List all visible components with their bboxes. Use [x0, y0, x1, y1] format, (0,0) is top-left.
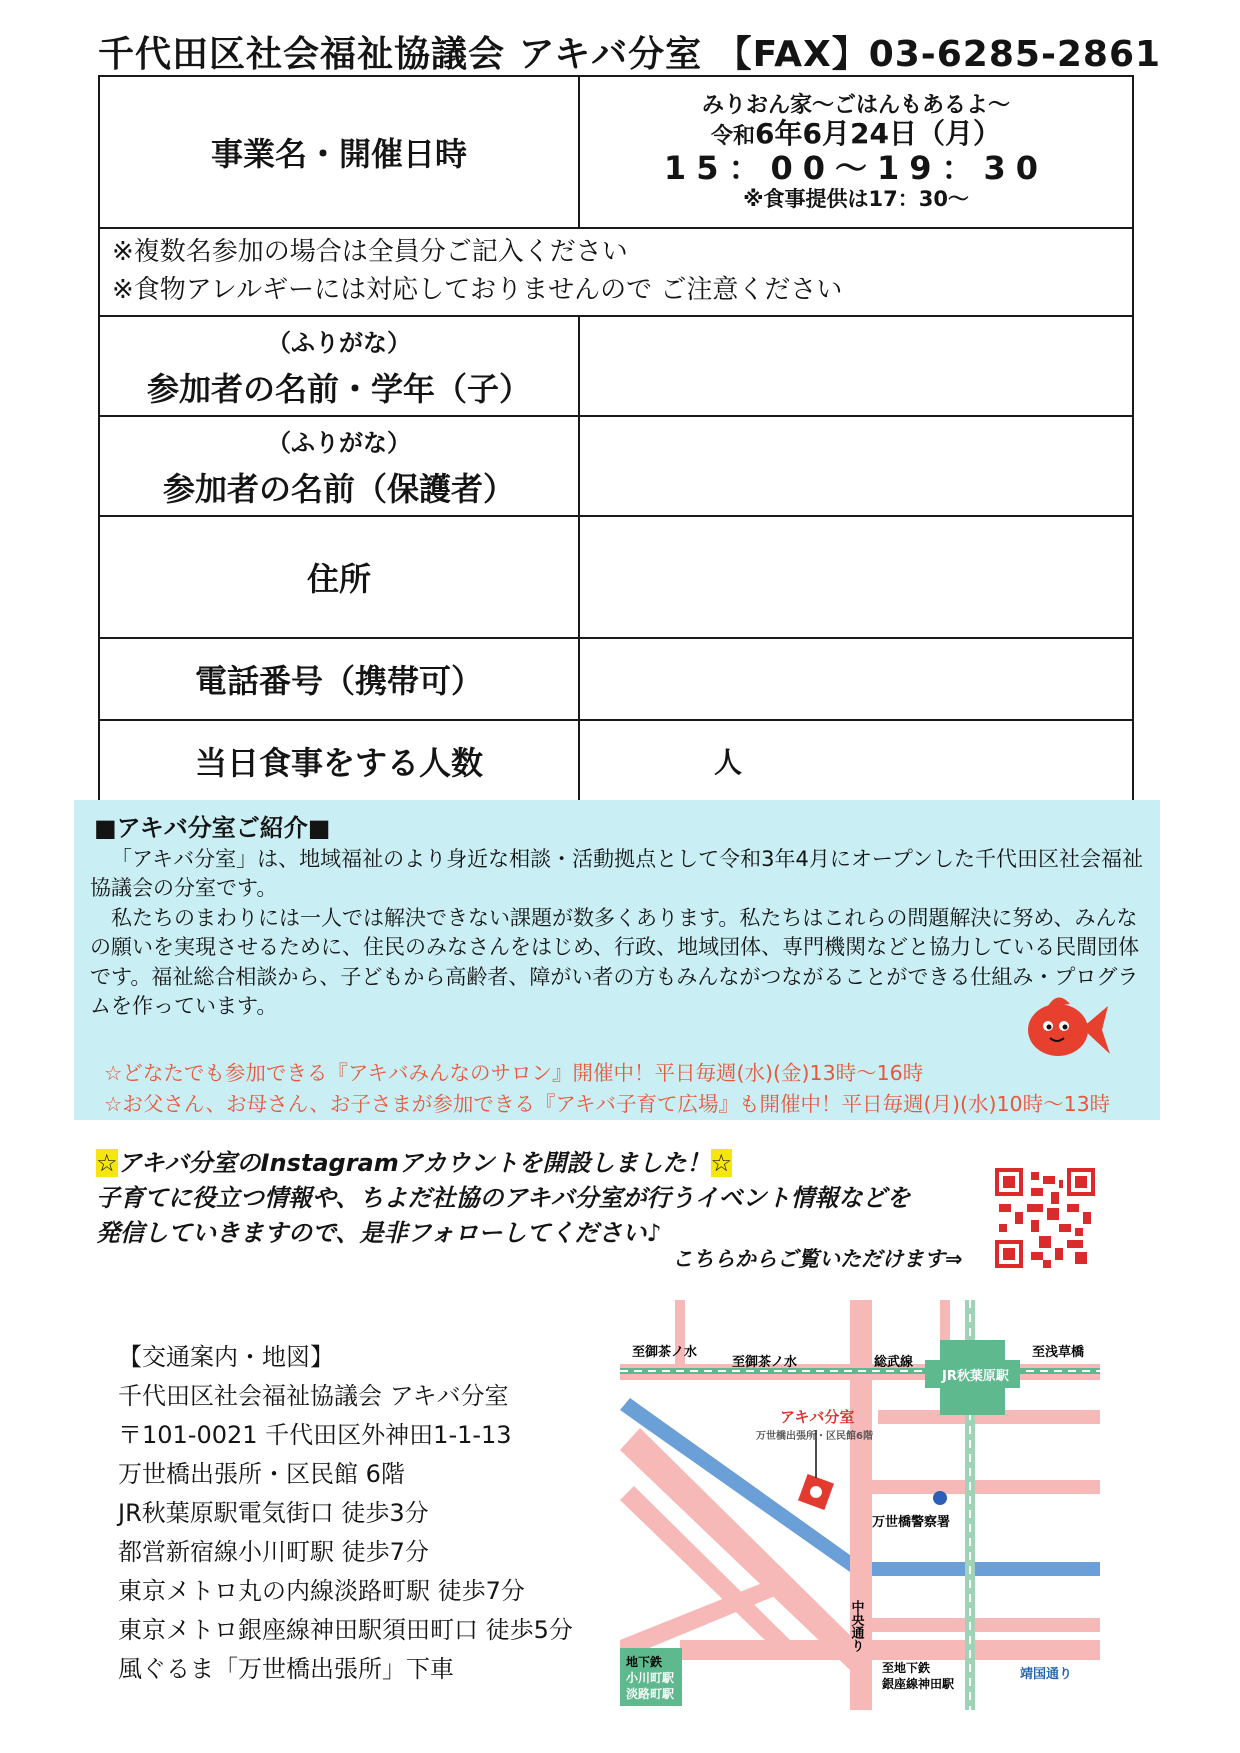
access-title: 【交通案内・地図】 — [118, 1343, 334, 1371]
goldfish-mascot-icon — [1022, 988, 1112, 1068]
map-label-akiba-office-sub: 万世橋出張所・区民館6階 — [756, 1431, 873, 1442]
parent-name-text: 参加者の名前（保護者） — [162, 469, 515, 508]
map-label-to-ginza-2: 銀座線神田駅 — [882, 1677, 955, 1691]
child-name-text: 参加者の名前・学年（子） — [146, 369, 531, 408]
parent-name-field[interactable] — [579, 416, 1133, 516]
event-date: 6年6月24日（月） — [755, 117, 1001, 151]
page-title: 千代田区社会福祉協議会 アキバ分室 【FAX】03-6285-2861 — [98, 34, 1162, 75]
star-icon: ☆ — [710, 1149, 733, 1177]
form-notes — [99, 228, 1133, 316]
instagram-line-2: 子育てに役立つ情報や、ちよだ社協のアキバ分室が行うイベント情報などを — [96, 1183, 911, 1212]
access-org: 千代田区社会福祉協議会 アキバ分室 — [118, 1382, 509, 1410]
akiba-office-marker — [798, 1474, 834, 1510]
access-info — [118, 1338, 573, 1689]
access-building: 万世橋出張所・区民館 6階 — [118, 1460, 405, 1488]
map-label-to-ginza-1: 至地下鉄 — [882, 1661, 931, 1675]
note-multiple: ※複数名参加の場合は全員分ご記入ください — [112, 237, 628, 268]
instagram-line-3: 発信していきますので、是非フォローしてください♪ — [96, 1218, 662, 1247]
map-label-sobu-line: 総武線 — [874, 1355, 914, 1370]
police-marker — [933, 1491, 947, 1505]
intro-text — [90, 845, 1146, 1021]
map-label-subway-2: 小川町駅 — [626, 1671, 675, 1685]
map-label-to-ochanomizu-2: 至御茶ノ水 — [732, 1355, 798, 1370]
intro-title: ■アキバ分室ご紹介■ — [94, 814, 331, 842]
promo-salon: ☆どなたでも参加できる『アキバみんなのサロン』開催中！平日毎週(水)(金)13時〜16時 — [104, 1061, 924, 1085]
instagram-link-text: こちらからご覧いただけます⇒ — [672, 1247, 963, 1271]
phone-field[interactable] — [579, 638, 1133, 720]
map-label-yasukuni: 靖国通り — [1020, 1667, 1073, 1682]
event-info — [579, 76, 1133, 228]
child-name-label — [99, 316, 579, 416]
furigana-label: （ふりがな） — [267, 328, 411, 357]
intro-paragraph-2: 私たちのまわりには一人では解決できない課題が数多くあります。私たちはこれらの問題解決に努め、みんなの願いを実現させるために、住民のみなさんをはじめ、行政、地域団体、専門機関などと協力している民間団体です。福祉総合相談から、子どもから高齢者、障がい者の方もみんながつながることができる仕組み・プログラムを作っています。 — [90, 905, 1140, 1018]
map-label-subway-3: 淡路町駅 — [626, 1687, 675, 1701]
event-era: 令和 — [711, 124, 756, 150]
access-map — [620, 1300, 1100, 1710]
phone-label: 電話番号（携帯可） — [99, 638, 579, 720]
intro-section — [74, 800, 1160, 1120]
access-route-awajicho: 東京メトロ丸の内線淡路町駅 徒歩7分 — [118, 1577, 525, 1605]
instagram-headline — [96, 1146, 996, 1181]
event-time: 15：00〜19：30 — [663, 149, 1049, 188]
map-label-subway-1: 地下鉄 — [626, 1655, 663, 1669]
map-label-to-asakusabashi: 至浅草橋 — [1032, 1345, 1085, 1360]
parent-name-label — [99, 416, 579, 516]
qr-code-icon[interactable] — [995, 1168, 1095, 1268]
address-field[interactable] — [579, 516, 1133, 638]
star-icon: ☆ — [96, 1149, 118, 1177]
map-label-jr-akihabara: JR秋葉原駅 — [942, 1369, 1009, 1384]
access-route-kanda: 東京メトロ銀座線神田駅須田町口 徒歩5分 — [118, 1616, 573, 1644]
furigana-label: （ふりがな） — [267, 428, 411, 457]
meal-count-label: 当日食事をする人数 — [99, 720, 579, 802]
map-label-akiba-office: アキバ分室 — [780, 1408, 855, 1426]
promo-lines — [104, 1058, 1110, 1120]
registration-form — [98, 75, 1134, 803]
event-label: 事業名・開催日時 — [99, 76, 579, 228]
meal-count-field[interactable] — [579, 720, 1133, 802]
meal-count-unit: 人 — [714, 746, 743, 779]
instagram-notice — [96, 1146, 996, 1250]
event-meal-time: ※食事提供は17：30〜 — [743, 187, 969, 212]
access-address: 〒101-0021 千代田区外神田1-1-13 — [118, 1421, 512, 1449]
map-label-chuo-dori: 中央通り — [848, 1600, 864, 1652]
event-name: みりおん家〜ごはんもあるよ〜 — [701, 92, 1010, 118]
promo-childcare: ☆お父さん、お母さん、お子さまが参加できる『アキバ子育て広場』も開催中！平日毎週(月)(水)10時〜13時 — [104, 1091, 1111, 1116]
instagram-line-1: アキバ分室のInstagramアカウントを開設しました！ — [117, 1149, 711, 1177]
event-date-line — [580, 118, 1132, 150]
address-label: 住所 — [99, 516, 579, 638]
map-label-police: 万世橋警察署 — [872, 1515, 951, 1530]
intro-paragraph-1: 「アキバ分室」は、地域福祉のより身近な相談・活動拠点として令和3年4月にオープンした千代田区社会福祉協議会の分室です。 — [90, 847, 1143, 901]
access-route-jr: JR秋葉原駅電気街口 徒歩3分 — [118, 1499, 429, 1527]
child-name-field[interactable] — [579, 316, 1133, 416]
note-allergy: ※食物アレルギーには対応しておりませんので ご注意ください — [112, 275, 843, 305]
access-route-bus: 風ぐるま「万世橋出張所」下車 — [118, 1655, 454, 1683]
map-label-to-ochanomizu-1: 至御茶ノ水 — [632, 1345, 698, 1360]
access-route-ogawamachi: 都営新宿線小川町駅 徒歩7分 — [118, 1538, 429, 1566]
